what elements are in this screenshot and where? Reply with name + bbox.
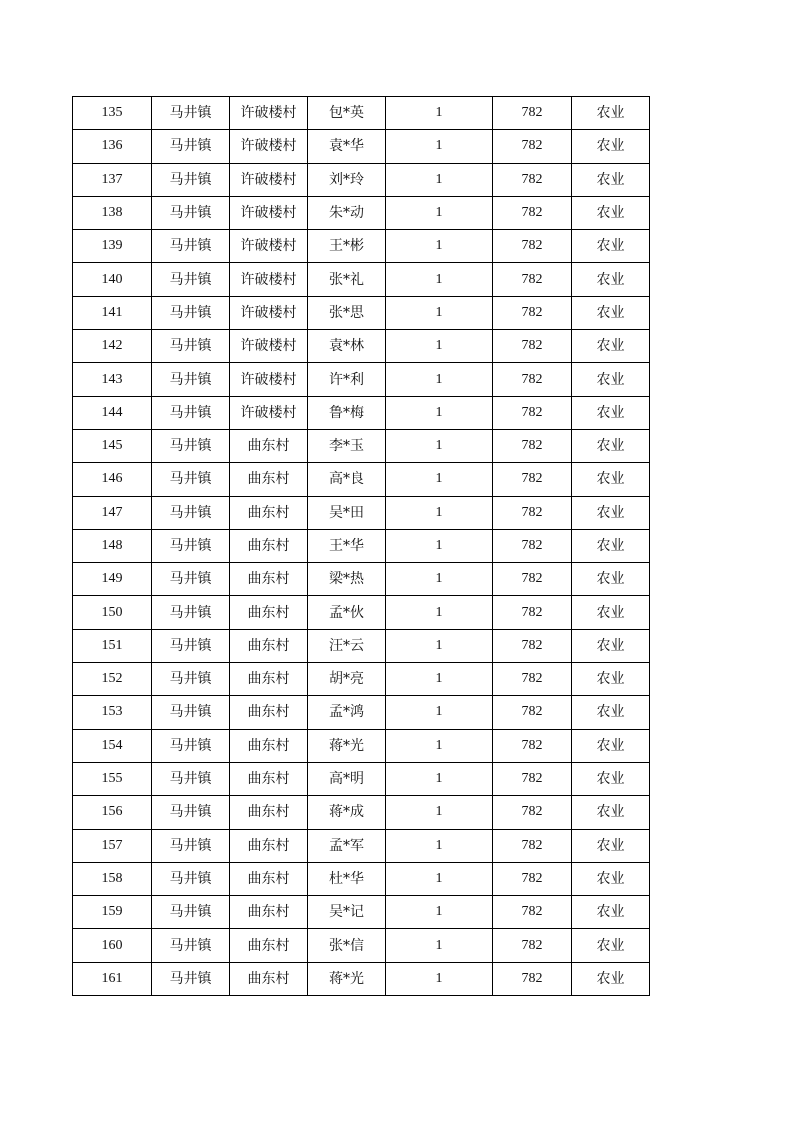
cell-person-name: 吴*记 <box>308 896 386 929</box>
cell-serial-number: 151 <box>73 629 152 662</box>
cell-serial-number: 150 <box>73 596 152 629</box>
cell-person-name: 高*良 <box>308 463 386 496</box>
cell-person-name: 孟*伙 <box>308 596 386 629</box>
cell-amount: 782 <box>493 696 572 729</box>
cell-serial-number: 161 <box>73 962 152 995</box>
cell-category: 农业 <box>572 163 650 196</box>
cell-category: 农业 <box>572 962 650 995</box>
cell-village: 许破楼村 <box>230 396 308 429</box>
cell-amount: 782 <box>493 929 572 962</box>
cell-person-name: 蒋*成 <box>308 796 386 829</box>
cell-person-name: 袁*林 <box>308 330 386 363</box>
cell-town: 马井镇 <box>152 762 230 795</box>
cell-amount: 782 <box>493 663 572 696</box>
cell-count: 1 <box>386 330 493 363</box>
cell-person-name: 朱*动 <box>308 196 386 229</box>
cell-village: 曲东村 <box>230 629 308 662</box>
cell-amount: 782 <box>493 263 572 296</box>
table-row <box>73 796 650 829</box>
cell-serial-number: 145 <box>73 429 152 462</box>
table-row <box>73 529 650 562</box>
cell-amount: 782 <box>493 629 572 662</box>
cell-serial-number: 136 <box>73 130 152 163</box>
cell-serial-number: 160 <box>73 929 152 962</box>
cell-person-name: 蒋*光 <box>308 729 386 762</box>
cell-town: 马井镇 <box>152 663 230 696</box>
cell-count: 1 <box>386 663 493 696</box>
cell-amount: 782 <box>493 896 572 929</box>
table-row <box>73 296 650 329</box>
cell-category: 农业 <box>572 563 650 596</box>
cell-category: 农业 <box>572 463 650 496</box>
cell-category: 农业 <box>572 496 650 529</box>
cell-count: 1 <box>386 163 493 196</box>
cell-village: 许破楼村 <box>230 296 308 329</box>
cell-amount: 782 <box>493 496 572 529</box>
cell-count: 1 <box>386 796 493 829</box>
cell-serial-number: 143 <box>73 363 152 396</box>
cell-serial-number: 155 <box>73 762 152 795</box>
cell-village: 曲东村 <box>230 596 308 629</box>
cell-amount: 782 <box>493 796 572 829</box>
cell-village: 曲东村 <box>230 729 308 762</box>
table-row <box>73 429 650 462</box>
cell-person-name: 胡*亮 <box>308 663 386 696</box>
cell-serial-number: 156 <box>73 796 152 829</box>
cell-person-name: 汪*云 <box>308 629 386 662</box>
cell-serial-number: 158 <box>73 862 152 895</box>
cell-person-name: 李*玉 <box>308 429 386 462</box>
cell-village: 许破楼村 <box>230 330 308 363</box>
cell-amount: 782 <box>493 230 572 263</box>
cell-serial-number: 144 <box>73 396 152 429</box>
cell-village: 曲东村 <box>230 862 308 895</box>
cell-town: 马井镇 <box>152 230 230 263</box>
cell-village: 许破楼村 <box>230 97 308 130</box>
cell-village: 曲东村 <box>230 429 308 462</box>
cell-amount: 782 <box>493 463 572 496</box>
cell-count: 1 <box>386 463 493 496</box>
cell-amount: 782 <box>493 962 572 995</box>
table-row <box>73 163 650 196</box>
cell-town: 马井镇 <box>152 629 230 662</box>
cell-count: 1 <box>386 97 493 130</box>
cell-serial-number: 141 <box>73 296 152 329</box>
table-row <box>73 363 650 396</box>
table-row <box>73 196 650 229</box>
cell-person-name: 袁*华 <box>308 130 386 163</box>
cell-count: 1 <box>386 862 493 895</box>
cell-village: 曲东村 <box>230 796 308 829</box>
cell-town: 马井镇 <box>152 496 230 529</box>
cell-count: 1 <box>386 396 493 429</box>
cell-town: 马井镇 <box>152 263 230 296</box>
cell-town: 马井镇 <box>152 929 230 962</box>
cell-amount: 782 <box>493 97 572 130</box>
cell-serial-number: 139 <box>73 230 152 263</box>
cell-count: 1 <box>386 429 493 462</box>
cell-serial-number: 137 <box>73 163 152 196</box>
cell-count: 1 <box>386 962 493 995</box>
cell-category: 农业 <box>572 529 650 562</box>
cell-count: 1 <box>386 296 493 329</box>
cell-category: 农业 <box>572 896 650 929</box>
cell-village: 许破楼村 <box>230 130 308 163</box>
cell-village: 曲东村 <box>230 829 308 862</box>
cell-category: 农业 <box>572 230 650 263</box>
cell-count: 1 <box>386 230 493 263</box>
table-row <box>73 663 650 696</box>
cell-village: 许破楼村 <box>230 230 308 263</box>
cell-village: 曲东村 <box>230 762 308 795</box>
table-row <box>73 829 650 862</box>
table-row <box>73 762 650 795</box>
cell-town: 马井镇 <box>152 729 230 762</box>
cell-count: 1 <box>386 563 493 596</box>
cell-person-name: 孟*鸿 <box>308 696 386 729</box>
cell-town: 马井镇 <box>152 696 230 729</box>
roster-table <box>72 96 650 996</box>
cell-category: 农业 <box>572 862 650 895</box>
cell-serial-number: 153 <box>73 696 152 729</box>
cell-category: 农业 <box>572 330 650 363</box>
cell-amount: 782 <box>493 330 572 363</box>
cell-amount: 782 <box>493 563 572 596</box>
cell-serial-number: 142 <box>73 330 152 363</box>
cell-category: 农业 <box>572 263 650 296</box>
table-row <box>73 130 650 163</box>
cell-town: 马井镇 <box>152 596 230 629</box>
cell-town: 马井镇 <box>152 862 230 895</box>
cell-town: 马井镇 <box>152 97 230 130</box>
table-row <box>73 929 650 962</box>
cell-town: 马井镇 <box>152 896 230 929</box>
cell-person-name: 高*明 <box>308 762 386 795</box>
cell-category: 农业 <box>572 829 650 862</box>
cell-count: 1 <box>386 829 493 862</box>
cell-person-name: 张*思 <box>308 296 386 329</box>
cell-village: 曲东村 <box>230 563 308 596</box>
table-row <box>73 97 650 130</box>
table-row <box>73 629 650 662</box>
cell-person-name: 蒋*光 <box>308 962 386 995</box>
cell-village: 曲东村 <box>230 529 308 562</box>
cell-amount: 782 <box>493 363 572 396</box>
cell-category: 农业 <box>572 762 650 795</box>
cell-person-name: 包*英 <box>308 97 386 130</box>
cell-category: 农业 <box>572 429 650 462</box>
cell-amount: 782 <box>493 862 572 895</box>
cell-town: 马井镇 <box>152 563 230 596</box>
cell-category: 农业 <box>572 796 650 829</box>
cell-village: 曲东村 <box>230 496 308 529</box>
cell-count: 1 <box>386 363 493 396</box>
cell-serial-number: 159 <box>73 896 152 929</box>
cell-category: 农业 <box>572 363 650 396</box>
cell-category: 农业 <box>572 629 650 662</box>
cell-town: 马井镇 <box>152 163 230 196</box>
cell-village: 曲东村 <box>230 962 308 995</box>
cell-town: 马井镇 <box>152 396 230 429</box>
cell-count: 1 <box>386 729 493 762</box>
roster-table-body <box>73 97 650 996</box>
cell-village: 曲东村 <box>230 896 308 929</box>
cell-town: 马井镇 <box>152 796 230 829</box>
cell-count: 1 <box>386 263 493 296</box>
cell-count: 1 <box>386 762 493 795</box>
table-row <box>73 862 650 895</box>
cell-count: 1 <box>386 929 493 962</box>
cell-person-name: 梁*热 <box>308 563 386 596</box>
cell-town: 马井镇 <box>152 363 230 396</box>
cell-serial-number: 135 <box>73 97 152 130</box>
cell-category: 农业 <box>572 929 650 962</box>
cell-serial-number: 140 <box>73 263 152 296</box>
cell-town: 马井镇 <box>152 463 230 496</box>
cell-amount: 782 <box>493 829 572 862</box>
cell-village: 许破楼村 <box>230 196 308 229</box>
cell-town: 马井镇 <box>152 130 230 163</box>
cell-village: 许破楼村 <box>230 163 308 196</box>
cell-count: 1 <box>386 130 493 163</box>
cell-category: 农业 <box>572 729 650 762</box>
cell-count: 1 <box>386 696 493 729</box>
cell-category: 农业 <box>572 97 650 130</box>
cell-village: 曲东村 <box>230 929 308 962</box>
cell-town: 马井镇 <box>152 330 230 363</box>
cell-person-name: 张*礼 <box>308 263 386 296</box>
cell-serial-number: 138 <box>73 196 152 229</box>
cell-amount: 782 <box>493 163 572 196</box>
table-row <box>73 263 650 296</box>
cell-amount: 782 <box>493 196 572 229</box>
table-row <box>73 596 650 629</box>
table-row <box>73 896 650 929</box>
cell-serial-number: 148 <box>73 529 152 562</box>
table-row <box>73 696 650 729</box>
cell-person-name: 刘*玲 <box>308 163 386 196</box>
table-row <box>73 396 650 429</box>
cell-town: 马井镇 <box>152 429 230 462</box>
cell-serial-number: 149 <box>73 563 152 596</box>
cell-count: 1 <box>386 496 493 529</box>
table-row <box>73 496 650 529</box>
cell-serial-number: 147 <box>73 496 152 529</box>
cell-amount: 782 <box>493 529 572 562</box>
cell-village: 曲东村 <box>230 696 308 729</box>
cell-count: 1 <box>386 896 493 929</box>
table-row <box>73 563 650 596</box>
cell-person-name: 王*华 <box>308 529 386 562</box>
cell-person-name: 王*彬 <box>308 230 386 263</box>
cell-category: 农业 <box>572 396 650 429</box>
cell-category: 农业 <box>572 596 650 629</box>
cell-amount: 782 <box>493 429 572 462</box>
table-row <box>73 962 650 995</box>
cell-count: 1 <box>386 629 493 662</box>
cell-serial-number: 157 <box>73 829 152 862</box>
cell-amount: 782 <box>493 296 572 329</box>
cell-village: 曲东村 <box>230 463 308 496</box>
cell-category: 农业 <box>572 130 650 163</box>
cell-person-name: 孟*军 <box>308 829 386 862</box>
cell-person-name: 杜*华 <box>308 862 386 895</box>
cell-category: 农业 <box>572 196 650 229</box>
cell-town: 马井镇 <box>152 962 230 995</box>
cell-town: 马井镇 <box>152 196 230 229</box>
table-row <box>73 230 650 263</box>
cell-town: 马井镇 <box>152 529 230 562</box>
cell-category: 农业 <box>572 296 650 329</box>
table-row <box>73 729 650 762</box>
cell-person-name: 张*信 <box>308 929 386 962</box>
cell-person-name: 吴*田 <box>308 496 386 529</box>
cell-count: 1 <box>386 196 493 229</box>
cell-category: 农业 <box>572 663 650 696</box>
cell-serial-number: 146 <box>73 463 152 496</box>
table-row <box>73 330 650 363</box>
cell-amount: 782 <box>493 396 572 429</box>
cell-person-name: 鲁*梅 <box>308 396 386 429</box>
cell-town: 马井镇 <box>152 296 230 329</box>
cell-amount: 782 <box>493 762 572 795</box>
cell-village: 曲东村 <box>230 663 308 696</box>
cell-town: 马井镇 <box>152 829 230 862</box>
cell-amount: 782 <box>493 596 572 629</box>
cell-category: 农业 <box>572 696 650 729</box>
cell-village: 许破楼村 <box>230 263 308 296</box>
cell-count: 1 <box>386 596 493 629</box>
cell-amount: 782 <box>493 729 572 762</box>
cell-village: 许破楼村 <box>230 363 308 396</box>
cell-person-name: 许*利 <box>308 363 386 396</box>
cell-amount: 782 <box>493 130 572 163</box>
cell-count: 1 <box>386 529 493 562</box>
table-row <box>73 463 650 496</box>
cell-serial-number: 152 <box>73 663 152 696</box>
cell-serial-number: 154 <box>73 729 152 762</box>
